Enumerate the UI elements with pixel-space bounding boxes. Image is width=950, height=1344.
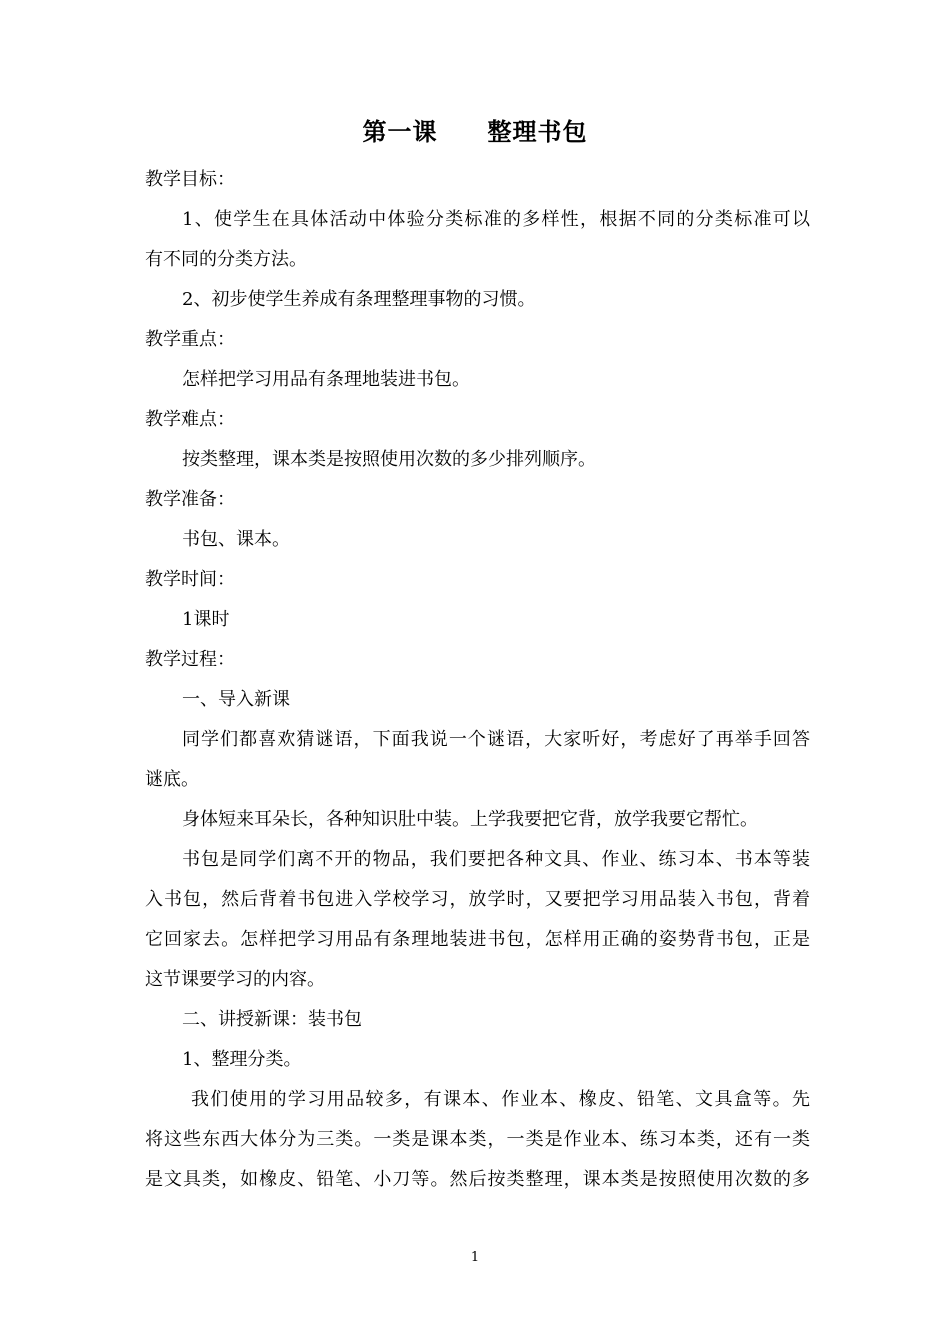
paragraph-line: 1、使学生在具体活动中体验分类标准的多样性，根据不同的分类标准可以	[182, 209, 810, 230]
page-number: 1	[470, 1250, 480, 1265]
paragraph-line: 它回家去。怎样把学习用品有条理地装进书包，怎样用正确的姿势背书包，正是	[145, 929, 810, 950]
paragraph-line: 同学们都喜欢猜谜语，下面我说一个谜语，大家听好，考虑好了再举手回答	[182, 729, 810, 750]
paragraph-line: 有不同的分类方法。	[145, 249, 307, 270]
heading-time: 教学时间：	[145, 569, 235, 590]
section-heading: 一、导入新课	[182, 689, 290, 710]
paragraph-line: 我们使用的学习用品较多，有课本、作业本、橡皮、铅笔、文具盒等。先	[191, 1089, 810, 1110]
paragraph-line: 怎样把学习用品有条理地装进书包。	[182, 369, 470, 390]
paragraph-line: 按类整理，课本类是按照使用次数的多少排列顺序。	[182, 449, 596, 470]
section-heading: 二、讲授新课：装书包	[182, 1009, 362, 1030]
paragraph-line: 是文具类，如橡皮、铅笔、小刀等。然后按类整理，课本类是按照使用次数的多	[145, 1169, 810, 1190]
riddle-line: 身体短来耳朵长，各种知识肚中装。上学我要把它背，放学我要它帮忙。	[182, 809, 758, 830]
lesson-title: 第一课 整理书包	[362, 118, 588, 146]
heading-preparation: 教学准备：	[145, 489, 235, 510]
paragraph-line: 1课时	[182, 609, 230, 630]
paragraph-line: 这节课要学习的内容。	[145, 969, 325, 990]
paragraph-line: 2、初步使学生养成有条理整理事物的习惯。	[182, 289, 536, 310]
heading-process: 教学过程：	[145, 649, 235, 670]
subsection-heading: 1、整理分类。	[182, 1049, 302, 1070]
paragraph-line: 书包是同学们离不开的物品，我们要把各种文具、作业、练习本、书本等装	[182, 849, 810, 870]
document-body	[145, 160, 810, 1200]
heading-objectives: 教学目标：	[145, 169, 235, 190]
heading-key-points: 教学重点：	[145, 329, 235, 350]
paragraph-line: 将这些东西大体分为三类。一类是课本类，一类是作业本、练习本类，还有一类	[145, 1129, 810, 1150]
heading-difficulties: 教学难点：	[145, 409, 235, 430]
paragraph-line: 书包、课本。	[182, 529, 290, 550]
paragraph-line: 谜底。	[145, 769, 199, 790]
paragraph-line: 入书包，然后背着书包进入学校学习，放学时，又要把学习用品装入书包，背着	[145, 889, 810, 910]
